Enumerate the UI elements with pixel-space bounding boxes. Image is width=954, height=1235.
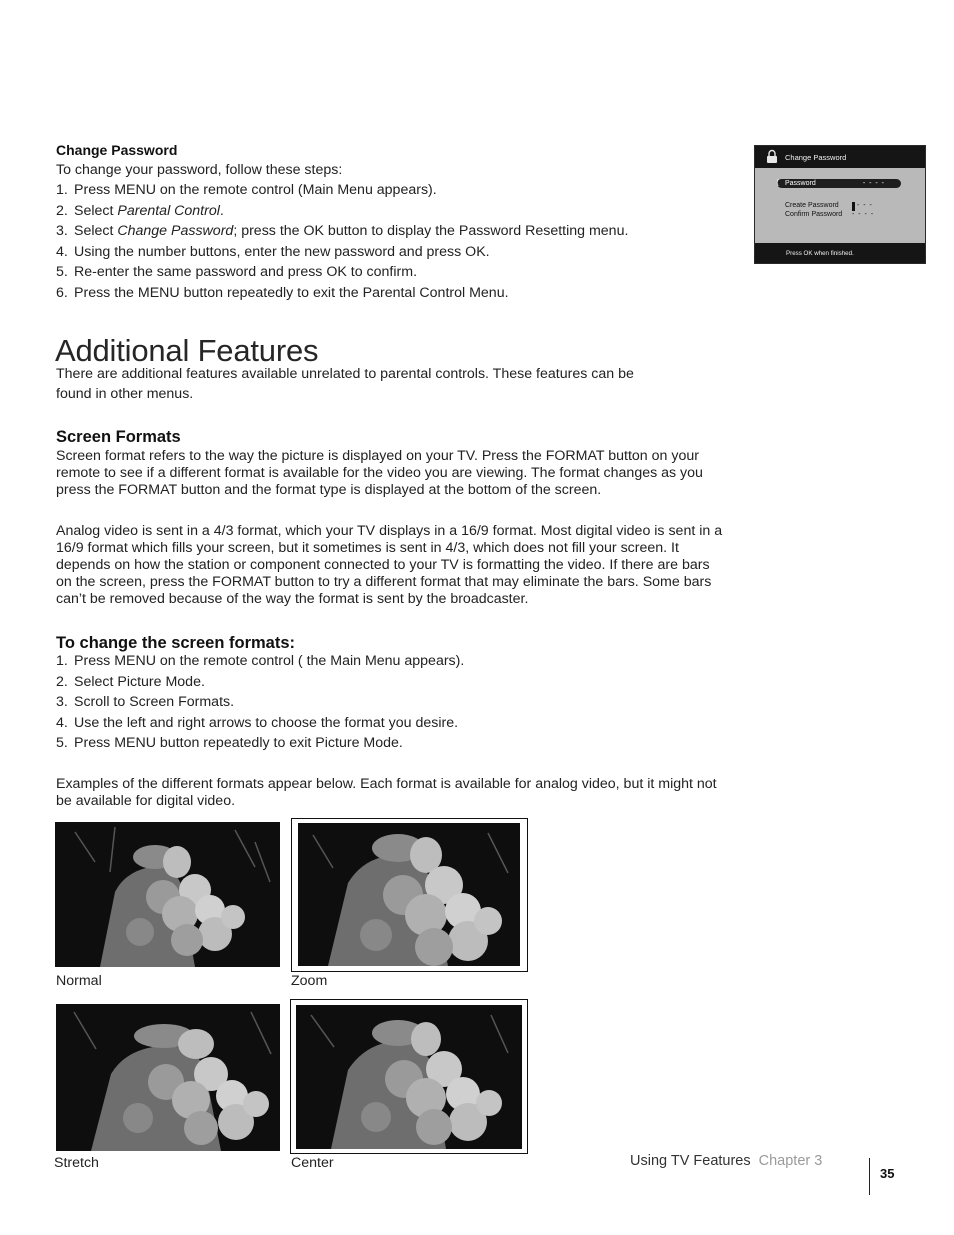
menu-title: Change Password — [785, 153, 847, 162]
photo-illustration — [298, 823, 520, 966]
screen-formats-heading: Screen Formats — [56, 428, 181, 446]
list-item: 3. Select Change Password; press the OK button to display the Password Resetting menu. — [56, 223, 629, 239]
list-item: 6. Press the MENU button repeatedly to exit the Parental Control Menu. — [56, 284, 509, 301]
footer-section-label: Using TV Features Chapter 3 — [630, 1153, 823, 1169]
caption-stretch: Stretch — [54, 1155, 99, 1171]
center-format-frame — [290, 999, 528, 1154]
menu-header-bar — [755, 146, 925, 168]
confirm-password-label: Confirm Password — [785, 211, 843, 218]
additional-intro-line2: found in other menus. — [56, 386, 194, 402]
zoom-format-image — [298, 823, 520, 966]
normal-format-image — [55, 822, 280, 967]
menu-footer-bar — [755, 243, 925, 263]
footer-divider — [869, 1158, 870, 1195]
screen-formats-para2: Analog video is sent in a 4/3 format, which your TV displays in a 16/9 format. Most digital video is sent in a 16/9 format which fills your screen, but it sometimes is sent in 4/3, which does not fill your screen. It depends on how the station or component connected to your TV is formatting the video. If there are bars on the screen, press the FORMAT button to try a different format that may eliminate the bars. Some bars can’t be removed because of the way the format is sent by the broadcaster. — [56, 523, 723, 607]
change-password-title: Change Password — [56, 142, 178, 158]
photo-illustration — [56, 1004, 280, 1151]
list-item: 4. Use the left and right arrows to choose the format you desire. — [56, 714, 459, 731]
left-arrow-icon: ⟨ — [776, 178, 780, 187]
list-item: 1. Press MENU on the remote control (Main Menu appears). — [56, 182, 437, 198]
photo-illustration — [55, 822, 280, 967]
change-formats-steps — [56, 651, 464, 754]
zoom-format-frame — [291, 818, 528, 972]
center-format-image — [296, 1005, 522, 1149]
change-password-intro: To change your password, follow these steps: — [56, 162, 343, 178]
list-item: 1. Press MENU on the remote control ( the Main Menu appears). — [56, 653, 465, 669]
screen-formats-para1: Screen format refers to the way the picture is displayed on your TV. Press the FORMAT button on your remote to see if a different format is available for the video you are viewing. The format changes as you press the FORMAT button and the format type is displayed at the bottom of the screen. — [56, 448, 703, 498]
create-password-label: Create Password — [785, 202, 839, 209]
list-item: 5. Press MENU button repeatedly to exit Picture Mode. — [56, 735, 403, 751]
additional-intro-line1: There are additional features available unrelated to parental controls. These features can be — [56, 366, 634, 382]
footer-chapter-label: Chapter 3 — [758, 1153, 823, 1169]
examples-paragraph: Examples of the different formats appear below. Each format is available for analog video, but it might not be available for digital video. — [56, 776, 717, 809]
stretch-format-image — [56, 1004, 280, 1151]
list-item: 4. Using the number buttons, enter the new password and press OK. — [56, 243, 490, 260]
caption-normal: Normal — [56, 973, 102, 989]
photo-illustration — [296, 1005, 522, 1149]
page-number: 35 — [880, 1166, 895, 1181]
create-password-value: - - - — [857, 202, 873, 209]
password-menu-item: Password - - - - — [777, 179, 901, 188]
caption-zoom: Zoom — [291, 973, 328, 989]
list-item: 2. Select Picture Mode. — [56, 673, 205, 690]
list-item: 5. Re-enter the same password and press OK to confirm. — [56, 264, 418, 280]
lock-icon — [765, 149, 779, 164]
change-password-menu-screen — [754, 145, 926, 264]
caption-center: Center — [291, 1155, 334, 1171]
list-item: 2. Select Parental Control. — [56, 202, 224, 219]
page-title: Additional Features — [55, 333, 319, 368]
menu-footer-text: Press OK when finished. — [786, 250, 854, 257]
confirm-password-value: - - - - — [852, 211, 875, 218]
change-password-steps — [56, 180, 628, 303]
list-item: 3. Scroll to Screen Formats. — [56, 694, 235, 710]
change-formats-heading: To change the screen formats: — [56, 634, 296, 652]
